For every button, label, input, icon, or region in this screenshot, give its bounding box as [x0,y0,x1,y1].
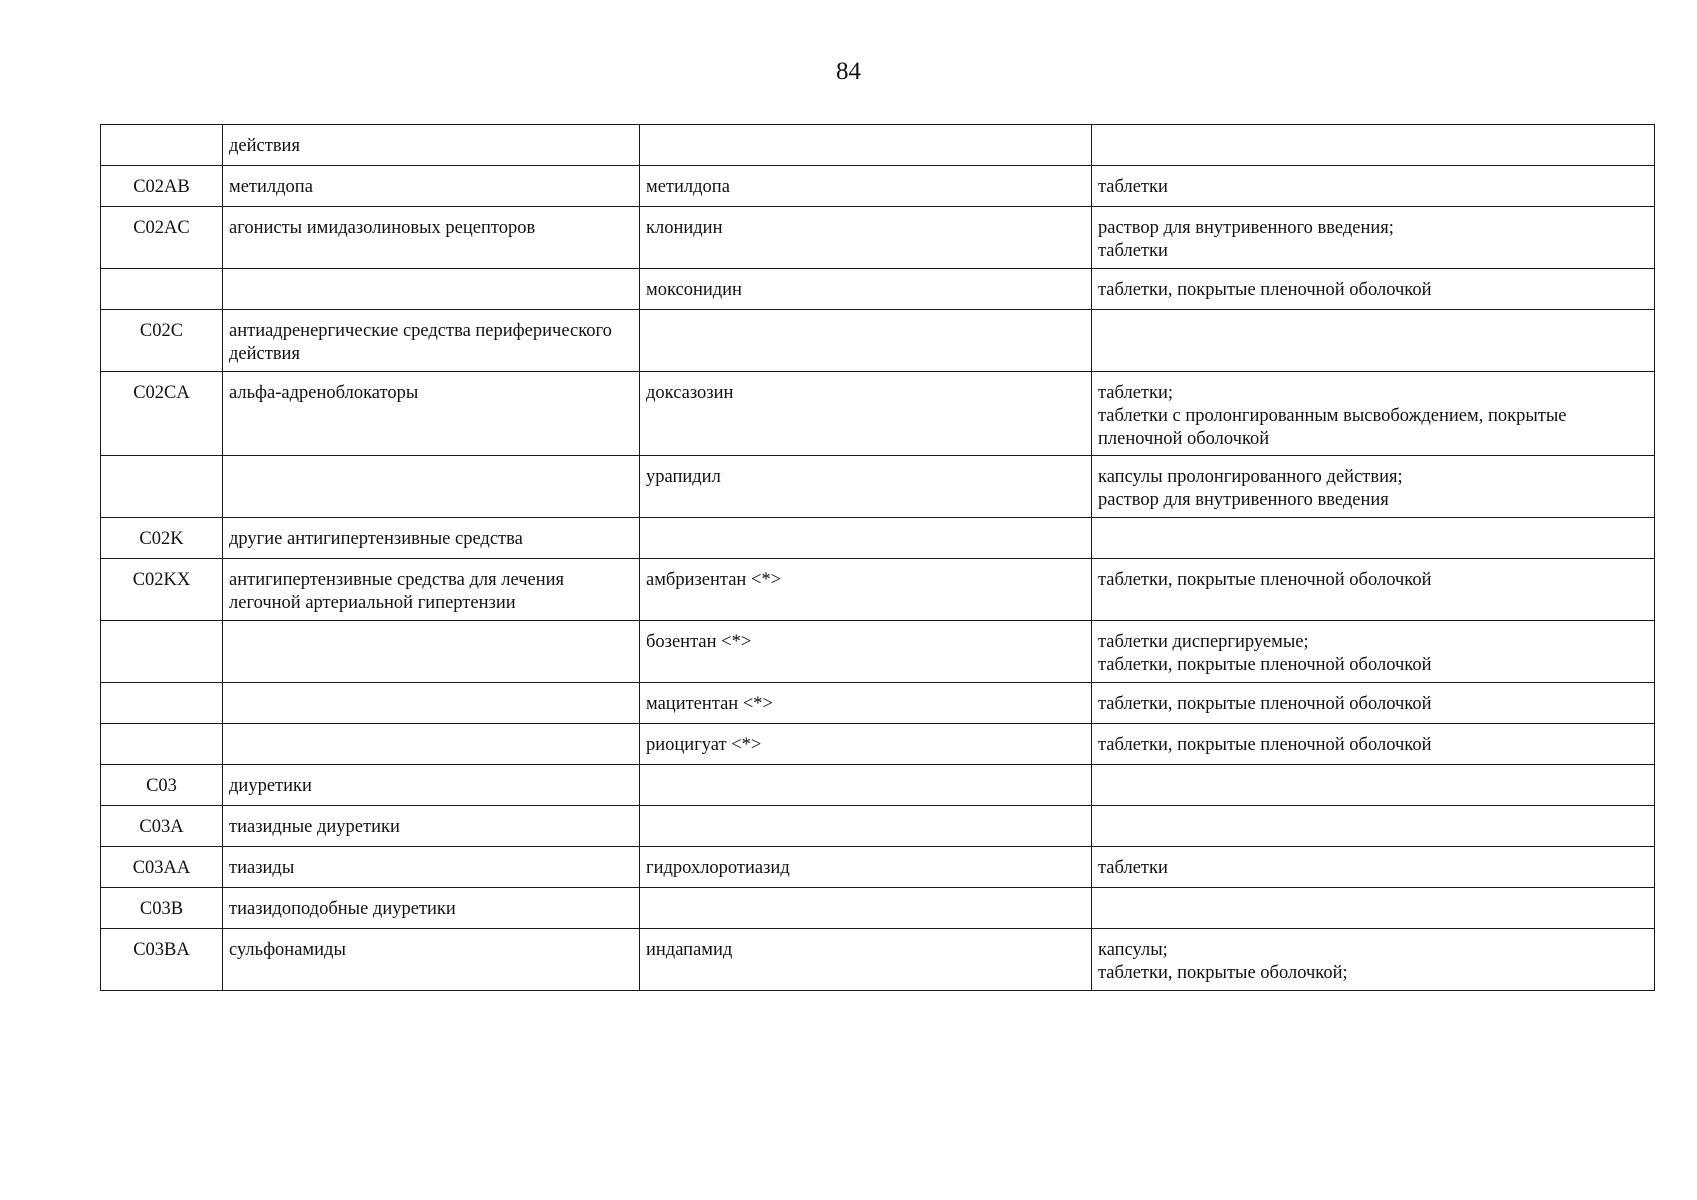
dosage-forms-cell [1092,456,1655,518]
table-row [101,456,1655,518]
dosage-form-line: таблетки; [1098,383,1174,403]
group-name-cell: альфа-адреноблокаторы [223,372,640,456]
table-row [101,806,1655,847]
atc-code-cell [101,621,223,683]
dosage-forms-cell [1092,806,1655,847]
table-row [101,929,1655,991]
group-name-cell [223,683,640,724]
dosage-forms-cell [1092,372,1655,456]
group-name-cell: действия [223,125,640,166]
drug-name-cell [640,888,1092,929]
drug-name-cell: доксазозин [640,372,1092,456]
atc-code-cell [101,125,223,166]
table-row [101,310,1655,372]
dosage-form-line: таблетки, покрытые оболочкой; [1098,963,1348,983]
dosage-forms-cell [1092,621,1655,683]
group-name-cell: тиазидные диуретики [223,806,640,847]
drug-name-cell: бозентан <*> [640,621,1092,683]
table-row [101,518,1655,559]
group-name-cell: сульфонамиды [223,929,640,991]
table-row [101,372,1655,456]
table-row [101,269,1655,310]
table-row [101,888,1655,929]
drug-name-cell: урапидил [640,456,1092,518]
drug-name-cell [640,765,1092,806]
drug-name-cell: риоцигуат <*> [640,724,1092,765]
table-row [101,166,1655,207]
table-row [101,683,1655,724]
drug-name-cell: амбризентан <*> [640,559,1092,621]
dosage-forms-cell [1092,724,1655,765]
dosage-forms-cell [1092,125,1655,166]
dosage-forms-cell [1092,888,1655,929]
dosage-form-line: таблетки, покрытые пленочной оболочкой [1098,694,1432,714]
atc-code-cell: C03BA [101,929,223,991]
dosage-form-line: таблетки, покрытые пленочной оболочкой [1098,570,1432,590]
atc-code-cell: C02K [101,518,223,559]
table-row [101,724,1655,765]
table-row [101,125,1655,166]
atc-code-cell: C03 [101,765,223,806]
atc-code-cell: C03B [101,888,223,929]
atc-code-cell: C02AC [101,207,223,269]
dosage-forms-cell [1092,683,1655,724]
dosage-forms-cell [1092,207,1655,269]
group-name-cell [223,456,640,518]
dosage-form-line: таблетки, покрытые пленочной оболочкой [1098,655,1432,675]
drug-name-cell: гидрохлоротиазид [640,847,1092,888]
drug-name-cell: мацитентан <*> [640,683,1092,724]
drug-name-cell: индапамид [640,929,1092,991]
group-name-cell [223,724,640,765]
dosage-form-line: капсулы пролонгированного действия; [1098,467,1403,487]
table-row [101,207,1655,269]
group-name-cell: диуретики [223,765,640,806]
atc-code-cell [101,683,223,724]
dosage-form-line: таблетки с пролонгированным высвобождением, покрытые пленочной оболочкой [1098,406,1567,449]
group-name-cell: антигипертензивные средства для лечения легочной артериальной гипертензии [223,559,640,621]
table-row [101,621,1655,683]
drug-name-cell [640,310,1092,372]
dosage-form-line: таблетки [1098,177,1168,197]
dosage-form-line: раствор для внутривенного введения [1098,490,1389,510]
drug-name-cell [640,125,1092,166]
dosage-forms-cell [1092,559,1655,621]
dosage-forms-cell [1092,269,1655,310]
dosage-form-line: раствор для внутривенного введения; [1098,218,1394,238]
atc-code-cell [101,456,223,518]
group-name-cell: другие антигипертензивные средства [223,518,640,559]
table-row [101,559,1655,621]
group-name-cell: антиадренергические средства периферического действия [223,310,640,372]
drug-name-cell [640,806,1092,847]
drug-name-cell: моксонидин [640,269,1092,310]
atc-code-cell: C03A [101,806,223,847]
dosage-forms-cell [1092,765,1655,806]
group-name-cell [223,269,640,310]
atc-code-cell [101,269,223,310]
page-number: 84 [836,58,861,85]
table-body [101,125,1655,991]
group-name-cell: тиазидоподобные диуретики [223,888,640,929]
dosage-form-line: таблетки [1098,858,1168,878]
dosage-form-line: капсулы; [1098,940,1168,960]
dosage-form-line: таблетки диспергируемые; [1098,632,1309,652]
drug-name-cell: метилдопа [640,166,1092,207]
atc-code-cell: C02AB [101,166,223,207]
group-name-cell: метилдопа [223,166,640,207]
atc-code-cell: C02KX [101,559,223,621]
drug-name-cell: клонидин [640,207,1092,269]
dosage-forms-cell [1092,166,1655,207]
dosage-form-line: таблетки [1098,241,1168,261]
group-name-cell: тиазиды [223,847,640,888]
dosage-form-line: таблетки, покрытые пленочной оболочкой [1098,280,1432,300]
group-name-cell [223,621,640,683]
group-name-cell: агонисты имидазолиновых рецепторов [223,207,640,269]
drug-name-cell [640,518,1092,559]
drug-table [100,124,1655,991]
dosage-forms-cell [1092,518,1655,559]
atc-code-cell: C02CA [101,372,223,456]
dosage-forms-cell [1092,929,1655,991]
atc-code-cell: C03AA [101,847,223,888]
dosage-forms-cell [1092,310,1655,372]
dosage-form-line: таблетки, покрытые пленочной оболочкой [1098,735,1432,755]
atc-code-cell [101,724,223,765]
atc-code-cell: C02C [101,310,223,372]
table-row [101,847,1655,888]
dosage-forms-cell [1092,847,1655,888]
table-row [101,765,1655,806]
